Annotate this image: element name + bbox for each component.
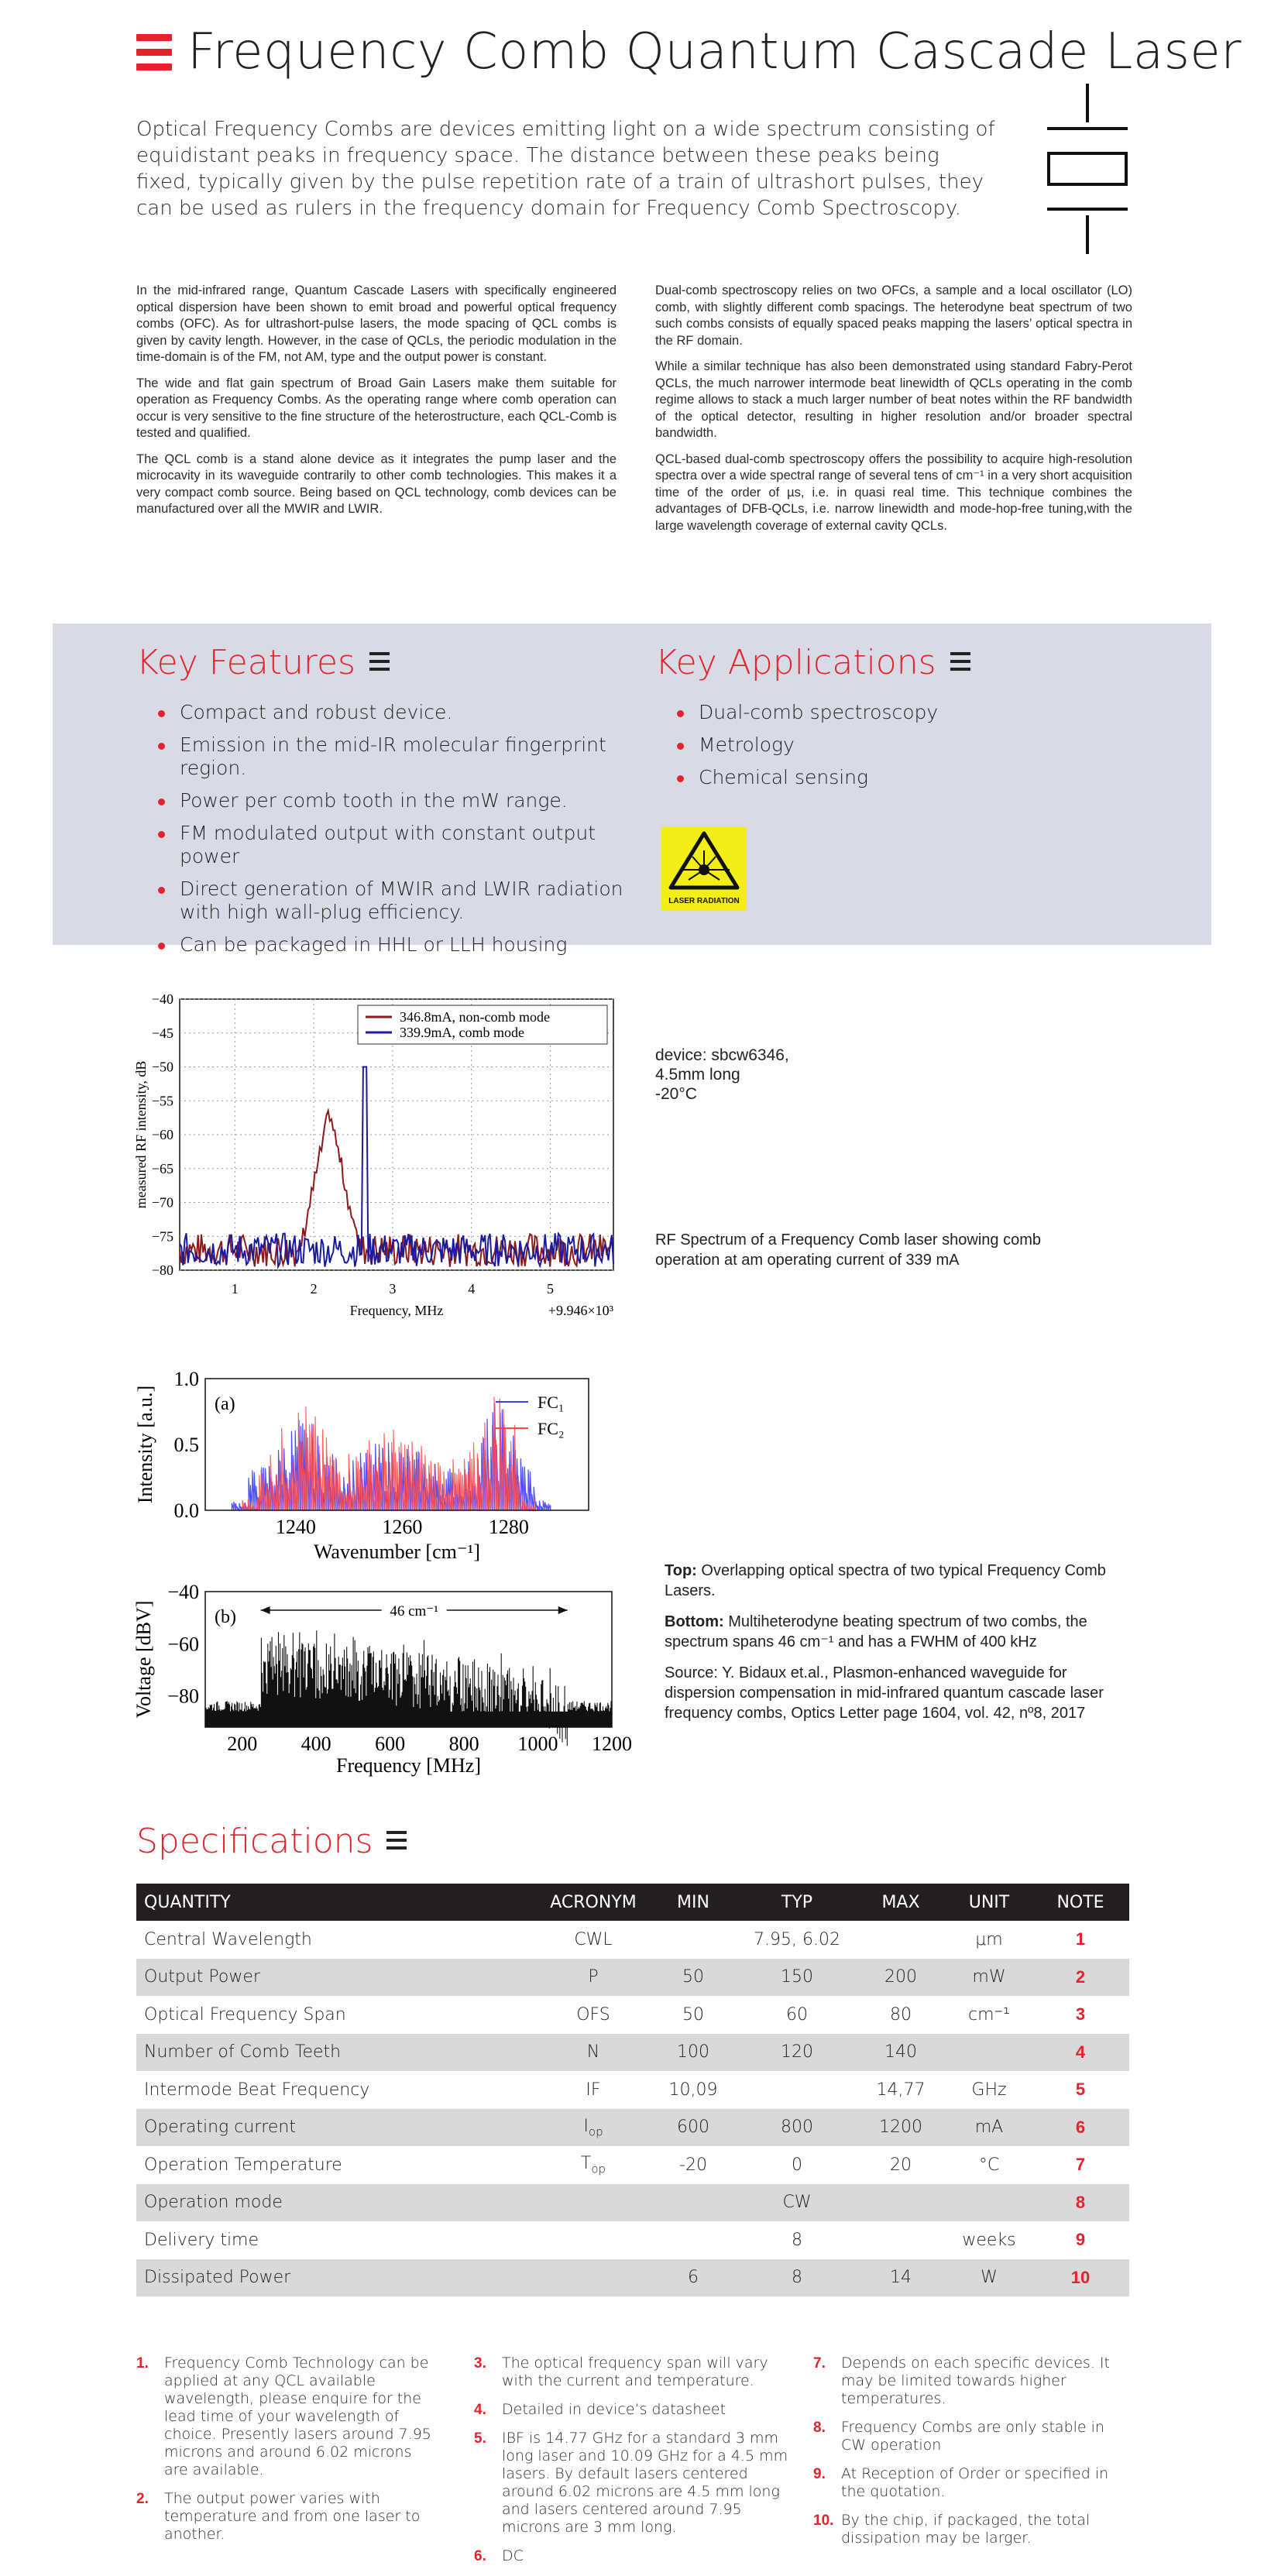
features-heading-label: Key Features bbox=[136, 643, 356, 682]
table-cell: W bbox=[946, 2259, 1032, 2297]
table-header-row bbox=[136, 1884, 1129, 1921]
table-cell: Output Power bbox=[136, 1959, 539, 1997]
table-cell bbox=[647, 2221, 739, 2259]
arrow-head bbox=[558, 1606, 568, 1614]
applications-heading-label: Key Applications bbox=[655, 643, 936, 682]
footnote bbox=[813, 2354, 1131, 2408]
footnote-number: 2. bbox=[136, 2491, 149, 2507]
table-cell bbox=[647, 2184, 739, 2222]
table-cell: Intermode Beat Frequency bbox=[144, 2080, 370, 2100]
column-header: MAX bbox=[855, 1884, 946, 1921]
x-tick-label: 1200 bbox=[592, 1733, 632, 1755]
table-cell: weeks bbox=[962, 2230, 1016, 2250]
table-cell: 14 bbox=[855, 2259, 946, 2297]
table-cell: 1200 bbox=[855, 2109, 946, 2147]
footnote-text: The output power varies with temperature and from one laser to another. bbox=[164, 2490, 421, 2543]
span-annotation: 46 cm⁻¹ bbox=[390, 1603, 439, 1619]
footnote-text: Depends on each specific devices. It may be limited towards higher temperatures. bbox=[841, 2354, 1110, 2407]
table-cell: CW bbox=[739, 2184, 855, 2222]
footnote-text: DC bbox=[502, 2547, 524, 2564]
rf-caption: RF Spectrum of a Frequency Comb laser showing comb operation at am operating current of 339 mA bbox=[655, 1231, 1041, 1269]
column-header: NOTE bbox=[1032, 1884, 1129, 1921]
table-cell: -20 bbox=[679, 2155, 707, 2175]
table-cell: 6 bbox=[1032, 2109, 1129, 2147]
footnote-number: 4. bbox=[474, 2402, 486, 2418]
x-tick-label: 1 bbox=[231, 1281, 239, 1297]
y-tick-label: −60 bbox=[167, 1633, 199, 1656]
table-cell: 6 bbox=[647, 2259, 739, 2297]
y-tick-label: −40 bbox=[167, 1581, 199, 1603]
x-axis-label: Wavenumber [cm⁻¹] bbox=[313, 1540, 481, 1563]
footnote-text: Detailed in device’s datasheet bbox=[502, 2401, 726, 2418]
table-cell bbox=[855, 1921, 946, 1959]
table-cell: 8 bbox=[739, 2259, 855, 2297]
specifications-heading-label: Specifications bbox=[136, 1822, 373, 1861]
footnote bbox=[813, 2465, 1131, 2501]
table-cell: OFS bbox=[576, 2004, 610, 2025]
body-paragraph: The QCL comb is a stand alone device as it integrates the pump laser and the microcavity in its waveguide contrarily to other comb technologies. This makes it a very compact comb source. Being based on QCL technology, comb devices can be manufactured over all the MWIR and LWIR. bbox=[136, 452, 617, 516]
optical-spectra-chart bbox=[132, 1367, 627, 1576]
y-tick-label: −65 bbox=[151, 1160, 173, 1176]
y-axis-label: measured RF intensity, dB bbox=[133, 1060, 149, 1209]
table-cell: 800 bbox=[739, 2109, 855, 2147]
comb-logo-icon bbox=[1044, 84, 1131, 254]
table-row bbox=[136, 1921, 1129, 1959]
device-note bbox=[655, 1046, 789, 1104]
column-header: ACRONYM bbox=[539, 1884, 647, 1921]
footnote-number: 9. bbox=[813, 2466, 826, 2482]
legend-entry: FC₂ bbox=[538, 1419, 565, 1438]
table-cell: GHz bbox=[971, 2080, 1007, 2100]
table-cell: 50 bbox=[682, 2004, 704, 2025]
table-cell: 10,09 bbox=[668, 2080, 718, 2100]
specifications-heading bbox=[136, 1822, 407, 1861]
table-cell: °C bbox=[978, 2155, 1000, 2175]
footnote-number: 10. bbox=[813, 2512, 834, 2529]
footnotes-col-3 bbox=[813, 2354, 1131, 2558]
x-tick-label: 5 bbox=[547, 1281, 555, 1297]
table-cell: 14,77 bbox=[876, 2080, 926, 2100]
table-cell bbox=[539, 2184, 647, 2222]
caption-text: Multiheterodyne beating spectrum of two combs, the spectrum spans 46 cm⁻¹ and has a FWHM of 400 kHz bbox=[665, 1613, 1087, 1650]
footnote bbox=[813, 2512, 1131, 2547]
table-cell bbox=[739, 2071, 855, 2109]
table-cell: Operating current bbox=[136, 2109, 539, 2147]
body-paragraph: The wide and flat gain spectrum of Broad Gain Lasers make them suitable for operation as Frequency Combs. As the operating range where comb operation can occur is very sensitive to the fine structure of the heterostructure, each QCL-Comb is tested and qualified. bbox=[136, 376, 617, 440]
table-cell: 5 bbox=[1075, 2080, 1086, 2100]
x-tick-label: 4 bbox=[468, 1281, 476, 1297]
table-cell: 600 bbox=[647, 2109, 739, 2147]
x-tick-label: 1260 bbox=[382, 1516, 423, 1538]
table-cell: Number of Comb Teeth bbox=[136, 2034, 539, 2072]
y-tick-label: −60 bbox=[151, 1127, 173, 1142]
beat-note-bars bbox=[205, 1630, 611, 1746]
spec-table bbox=[136, 1884, 1129, 2296]
y-tick-label: −75 bbox=[151, 1228, 173, 1245]
footnote-text: IBF is 14.77 GHz for a standard 3 mm long laser and 10.09 GHz for a 4.5 mm lasers. By default lasers centered around 6.02 microns are 4.5 mm long and lasers centered around 7.95 microns are 3 mm long. bbox=[502, 2430, 788, 2536]
table-cell: CWL bbox=[574, 1929, 613, 1949]
noise-floor bbox=[205, 1712, 612, 1727]
x-tick-label: 1240 bbox=[275, 1516, 316, 1538]
footnote-number: 1. bbox=[136, 2355, 149, 2372]
column-header: QUANTITY bbox=[136, 1884, 539, 1921]
table-cell: 0 bbox=[792, 2155, 802, 2175]
features-list bbox=[136, 701, 647, 966]
x-tick-label: 200 bbox=[227, 1733, 258, 1755]
footnote bbox=[474, 2430, 792, 2537]
x-tick-label: 400 bbox=[301, 1733, 331, 1755]
table-cell: Dissipated Power bbox=[136, 2259, 539, 2297]
footnote-text: Frequency Combs are only stable in CW operation bbox=[841, 2419, 1104, 2454]
table-cell: $T_{op}$ bbox=[580, 2154, 606, 2176]
legend-entry: 339.9mA, comb mode bbox=[400, 1025, 524, 1040]
footnote-number: 6. bbox=[474, 2548, 486, 2564]
table-cell: 140 bbox=[855, 2034, 946, 2072]
table-row bbox=[136, 2259, 1129, 2297]
table-cell: Operation Temperature bbox=[144, 2155, 342, 2175]
list-item: FM modulated output with constant output power bbox=[136, 822, 647, 868]
footnote-number: 7. bbox=[813, 2355, 826, 2372]
legend-entry: FC₁ bbox=[538, 1393, 565, 1412]
y-axis-label: Voltage [dBV] bbox=[132, 1600, 155, 1719]
footnote-text: At Reception of Order or specified in the quotation. bbox=[841, 2465, 1109, 2500]
y-tick-label: −70 bbox=[151, 1194, 173, 1211]
table-cell: 9 bbox=[1075, 2230, 1086, 2250]
table-cell: $I_{op}$ bbox=[539, 2109, 647, 2147]
table-cell: 7.95, 6.02 bbox=[754, 1929, 840, 1949]
column-header: MIN bbox=[647, 1884, 739, 1921]
table-row bbox=[136, 2034, 1129, 2072]
footnotes-col-1 bbox=[136, 2354, 440, 2554]
table-row bbox=[136, 2221, 1129, 2259]
footnote bbox=[474, 2401, 792, 2419]
table-row bbox=[136, 1996, 1129, 2034]
footnote bbox=[136, 2354, 440, 2479]
column-header: UNIT bbox=[946, 1884, 1032, 1921]
y-tick-label: −40 bbox=[151, 991, 173, 1007]
table-cell: μm bbox=[975, 1929, 1003, 1949]
x-tick-label: 1280 bbox=[488, 1516, 529, 1538]
footnote bbox=[813, 2419, 1131, 2454]
footnotes-col-2 bbox=[474, 2354, 792, 2576]
footnote-number: 8. bbox=[813, 2420, 826, 2436]
y-axis-label: Intensity [a.u.] bbox=[134, 1385, 156, 1504]
device-note-line: device: sbcw6346, bbox=[655, 1046, 789, 1064]
table-cell bbox=[855, 2184, 946, 2222]
laser-warning-icon bbox=[661, 827, 747, 911]
page-title: Frequency Comb Quantum Cascade Laser bbox=[187, 23, 1242, 81]
table-cell: 100 bbox=[647, 2034, 739, 2072]
table-cell: mW bbox=[946, 1959, 1032, 1997]
body-right-column bbox=[655, 283, 1132, 544]
device-note-line: 4.5mm long bbox=[655, 1066, 740, 1084]
table-cell: Optical Frequency Span bbox=[144, 2004, 346, 2025]
footnote bbox=[474, 2547, 792, 2565]
body-paragraph: While a similar technique has also been demonstrated using standard Fabry-Perot QCLs, the much narrower intermode beat linewidth of QCLs operating in the comb regime allows to stack a much larger number of beat notes within the RF bandwidth of the optical detector, resulting in higher resolution and/or broader spectral bandwidth. bbox=[655, 359, 1132, 440]
footnote-text: Frequency Comb Technology can be applied at any QCL available wavelength, please enquire for the lead time of your wavelength of choice. Presently lasers around 7.95 microns and around 6.02 microns are available. bbox=[164, 2354, 431, 2478]
table-cell: Central Wavelength bbox=[144, 1929, 312, 1949]
table-cell: 60 bbox=[786, 2004, 808, 2025]
caption-label: Top: bbox=[665, 1562, 697, 1579]
menu-icon bbox=[136, 34, 172, 77]
beating-spectrum-chart bbox=[132, 1580, 643, 1781]
column-header: TYP bbox=[739, 1884, 855, 1921]
table-cell: 8 bbox=[792, 2230, 802, 2250]
x-axis-label: Frequency, MHz bbox=[349, 1303, 444, 1318]
table-cell: mA bbox=[946, 2109, 1032, 2147]
table-cell: 7 bbox=[1075, 2155, 1086, 2175]
y-tick-label: −55 bbox=[151, 1093, 173, 1109]
table-row bbox=[136, 2146, 1129, 2184]
body-left-column bbox=[136, 283, 617, 527]
table-cell: 20 bbox=[890, 2155, 912, 2175]
body-paragraph: In the mid-infrared range, Quantum Cascade Lasers with specifically engineered optical dispersion have been shown to emit broad and powerful optical frequency combs (OFC). As for ultrashort-pulse lasers, the mode spacing of QCL combs is given by cavity length. However, in the case of QCLs, the periodic modulation in the time-domain is of the FM, not AM, type and the output power is constant. bbox=[136, 283, 617, 364]
table-cell: 8 bbox=[1032, 2184, 1129, 2222]
table-cell bbox=[539, 2259, 647, 2297]
footnote-text: The optical frequency span will vary with the current and temperature. bbox=[502, 2354, 768, 2389]
x-tick-label: 600 bbox=[375, 1733, 406, 1755]
features-heading bbox=[136, 643, 390, 682]
table-row bbox=[136, 2071, 1129, 2109]
list-item: Emission in the mid-IR molecular fingerprint region. bbox=[136, 733, 647, 780]
table-row bbox=[136, 1959, 1129, 1997]
device-note-line: -20°C bbox=[655, 1085, 697, 1103]
footnote bbox=[474, 2354, 792, 2390]
menu-icon bbox=[386, 1831, 407, 1850]
footnote-number: 5. bbox=[474, 2430, 486, 2447]
warning-label: LASER RADIATION bbox=[668, 897, 740, 905]
table-cell: 3 bbox=[1075, 2004, 1086, 2025]
table-cell: 80 bbox=[890, 2004, 912, 2025]
panel-label: (b) bbox=[215, 1607, 236, 1627]
table-cell: 10 bbox=[1032, 2259, 1129, 2297]
table-cell: 200 bbox=[855, 1959, 946, 1997]
x-tick-label: 3 bbox=[389, 1281, 397, 1297]
table-cell: cm⁻¹ bbox=[968, 2004, 1010, 2025]
spectra-caption bbox=[665, 1561, 1137, 1723]
y-tick-label: 0.0 bbox=[173, 1499, 199, 1522]
list-item: Can be packaged in HHL or LLH housing bbox=[136, 933, 647, 957]
table-cell: 50 bbox=[647, 1959, 739, 1997]
table-cell: 120 bbox=[739, 2034, 855, 2072]
list-item: Direct generation of MWIR and LWIR radiation with high wall-plug efficiency. bbox=[136, 878, 647, 924]
footnote bbox=[136, 2490, 440, 2543]
applications-list bbox=[655, 701, 1058, 799]
x-axis-label: Frequency [MHz] bbox=[336, 1754, 481, 1777]
table-cell bbox=[539, 2221, 647, 2259]
y-tick-label: −50 bbox=[151, 1059, 173, 1075]
x-tick-label: 2 bbox=[310, 1281, 318, 1297]
rf-spectrum-chart bbox=[132, 980, 627, 1348]
table-cell: 2 bbox=[1032, 1959, 1129, 1997]
table-row bbox=[136, 2109, 1129, 2147]
applications-heading bbox=[655, 643, 970, 682]
list-item: Dual-comb spectroscopy bbox=[655, 701, 1058, 724]
source-citation: Source: Y. Bidaux et.al., Plasmon-enhanced waveguide for dispersion compensation in mid-infrared quantum cascade laser frequency combs, Optics Letter page 1604, vol. 42, nº8, 2017 bbox=[665, 1664, 1104, 1722]
intro-paragraph: Optical Frequency Combs are devices emitting light on a wide spectrum consisting of equidistant peaks in frequency space. The distance between these peaks being fixed, typically given by the pulse repetition rate of a train of ultrashort pulses, they can be used as rulers in the frequency domain for Frequency Comb Spectroscopy. bbox=[136, 118, 995, 220]
table-cell: 1 bbox=[1075, 1929, 1086, 1949]
body-paragraph: Dual-comb spectroscopy relies on two OFCs, a sample and a local oscillator (LO) comb, with slightly different comb spacings. The heterodyne beat spectrum of two such combs consists of equally spaced peaks mapping the lasers’ optical spectra in the RF domain. bbox=[655, 283, 1132, 348]
footnote-text: By the chip, if packaged, the total dissipation may be larger. bbox=[841, 2512, 1091, 2547]
y-tick-label: 0.5 bbox=[173, 1434, 199, 1456]
y-tick-label: −80 bbox=[151, 1262, 173, 1278]
legend-entry: 346.8mA, non-comb mode bbox=[400, 1009, 550, 1025]
table-cell bbox=[946, 2034, 1032, 2072]
table-cell: Operation mode bbox=[136, 2184, 539, 2222]
list-item: Compact and robust device. bbox=[136, 701, 647, 724]
body-paragraph: QCL-based dual-comb spectroscopy offers the possibility to acquire high-resolution spectra over a wide spectral range of several tens of cm⁻¹ in a very short acquisition time of the order of µs, i.e. in quasi real time. This technique combines the advantages of DFB-QCLs, i.e. narrow linewidth and mode-hop-free tuning,with the large wavelength coverage of external cavity QCLs. bbox=[655, 452, 1132, 533]
table-cell: 150 bbox=[739, 1959, 855, 1997]
table-row bbox=[136, 2184, 1129, 2222]
list-item: Chemical sensing bbox=[655, 766, 1058, 789]
menu-icon bbox=[950, 652, 970, 671]
table-cell bbox=[946, 2184, 1032, 2222]
table-cell bbox=[647, 1921, 739, 1959]
y-tick-label: 1.0 bbox=[173, 1368, 199, 1390]
arrow-head bbox=[261, 1606, 270, 1614]
panel-label: (a) bbox=[215, 1394, 235, 1414]
table-cell: IF bbox=[586, 2080, 601, 2100]
caption-text: Overlapping optical spectra of two typical Frequency Comb Lasers. bbox=[665, 1562, 1106, 1599]
menu-icon bbox=[369, 652, 390, 671]
table-cell: 4 bbox=[1032, 2034, 1129, 2072]
table-cell: N bbox=[539, 2034, 647, 2072]
x-offset-label: +9.946×10³ bbox=[548, 1303, 613, 1318]
table-cell: P bbox=[539, 1959, 647, 1997]
footnote-number: 3. bbox=[474, 2355, 486, 2372]
y-tick-label: −45 bbox=[151, 1025, 173, 1041]
list-item: Metrology bbox=[655, 733, 1058, 757]
x-tick-label: 1000 bbox=[517, 1733, 558, 1755]
table-cell: Delivery time bbox=[144, 2230, 259, 2250]
list-item: Power per comb tooth in the mW range. bbox=[136, 789, 647, 812]
y-tick-label: −80 bbox=[167, 1685, 199, 1708]
x-tick-label: 800 bbox=[448, 1733, 479, 1755]
caption-label: Bottom: bbox=[665, 1613, 724, 1630]
table-cell bbox=[855, 2221, 946, 2259]
